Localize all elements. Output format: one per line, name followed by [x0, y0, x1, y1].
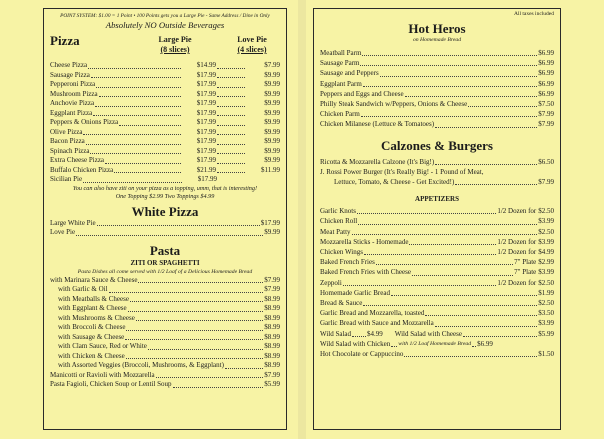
- left-menu-panel: [43, 8, 287, 430]
- hot-chocolate-row: [320, 349, 554, 359]
- pasta-row-name: with Mushrooms & Cheese: [58, 313, 135, 322]
- pasta-row: [50, 285, 280, 295]
- pasta-row: [50, 304, 280, 314]
- dot-leader: [435, 326, 538, 327]
- tax-note: All taxes included: [513, 11, 554, 17]
- pizza-large-price: $17.99: [196, 156, 216, 164]
- dot-leader: [130, 301, 263, 302]
- appetizer-qty: 1/2 Dozen for: [497, 237, 537, 246]
- burger-price: $7.99: [538, 178, 554, 187]
- appetizer-row: [320, 288, 554, 298]
- hero-row-name: Philly Steak Sandwich w/Peppers, Onions & Cheese: [320, 100, 468, 109]
- appetizer-price: $3.99: [538, 237, 554, 246]
- appetizer-name: Mozzarella Sticks - Homemade: [320, 237, 409, 246]
- pizza-love-price: $9.99: [264, 118, 280, 126]
- appetizer-price: $1.99: [538, 288, 554, 297]
- white-pizza-row-name: Large White Pie: [50, 218, 96, 227]
- white-pizza-row-price: $17.99: [260, 218, 280, 227]
- appetizer-name: Baked French Fries: [320, 258, 375, 267]
- pasta-row-price: $5.99: [264, 380, 280, 388]
- pizza-row: [50, 137, 280, 147]
- pasta-note: Pasta Dishes all come served with 1/2 Loaf of a Delicious Homemade Bread: [77, 268, 253, 275]
- calzones-title: Calzones & Burgers: [381, 137, 493, 153]
- hero-row: [320, 48, 554, 58]
- love-pie-header: [222, 35, 282, 55]
- dot-leader: [463, 336, 537, 337]
- dot-leader: [435, 164, 537, 165]
- wild-salad-name: Wild Salad: [320, 329, 352, 338]
- appetizer-price: $3.99: [538, 217, 554, 226]
- dot-leader: [380, 76, 538, 77]
- pasta-row-name: with Marinara Sauce & Cheese: [50, 275, 138, 284]
- pasta-row: [50, 333, 280, 343]
- pasta-row-price: $8.99: [264, 323, 280, 331]
- hero-row-name: Eggplant Parm: [320, 79, 362, 88]
- appetizer-row: [320, 318, 554, 328]
- burger-name-line1: J. Rossi Power Burger (It's Really Big! - 1 Pound of Meat,: [320, 167, 484, 176]
- dot-leader: [90, 153, 181, 154]
- dot-leader: [83, 182, 182, 183]
- hero-row-price: $6.99: [538, 69, 554, 78]
- pizza-love-price: $9.99: [264, 89, 280, 98]
- dot-leader: [217, 144, 245, 145]
- pizza-row: [50, 147, 280, 157]
- dot-leader: [126, 358, 264, 359]
- hero-row: [320, 89, 554, 99]
- pasta-row-name: with Meatballs & Cheese: [58, 294, 129, 303]
- dot-leader: [363, 86, 537, 87]
- pizza-header: [50, 33, 280, 61]
- pasta-row-name: with Garlic & Oil: [58, 285, 108, 293]
- pasta-row-name: with Assorted Veggies (Broccoli, Mushrooms, & Eggplant): [58, 361, 224, 369]
- appetizers-list: [320, 206, 554, 328]
- pizza-name: Sausage Pizza: [50, 70, 90, 79]
- pizza-name: Bacon Pizza: [50, 137, 85, 145]
- beverage-banner: Absolutely NO Outside Beverages: [105, 20, 225, 30]
- appetizer-name: Baked French Fries with Cheese: [320, 268, 411, 277]
- pizza-row: [50, 166, 280, 176]
- dot-leader: [352, 336, 366, 337]
- pizza-title: Pizza: [50, 33, 80, 48]
- pasta-row-price: $8.99: [264, 313, 280, 322]
- dot-leader: [217, 153, 245, 154]
- calzone-name: Ricotta & Mozzarella Calzone (It's Big!): [320, 157, 435, 166]
- dot-leader: [217, 115, 245, 116]
- dot-leader: [360, 65, 537, 66]
- large-pie-label: Large Pie: [158, 35, 192, 44]
- pizza-list: [50, 61, 280, 185]
- pizza-love-price: $9.99: [264, 127, 280, 136]
- dot-leader: [225, 368, 263, 369]
- right-menu-panel: [313, 8, 561, 430]
- hot-chocolate-name: Hot Chocolate or Cappuccino: [320, 350, 404, 359]
- pizza-large-price: $17.99: [196, 108, 216, 117]
- dot-leader: [217, 96, 245, 97]
- appetizer-price: $2.99: [538, 258, 554, 267]
- pizza-name: Buffalo Chicken Pizza: [50, 165, 114, 174]
- pizza-name: Olive Pizza: [50, 127, 83, 136]
- dot-leader: [173, 387, 264, 388]
- dot-leader: [136, 320, 263, 321]
- menu-fold: [298, 0, 306, 439]
- hero-row: [320, 68, 554, 78]
- dot-leader: [412, 275, 513, 276]
- pizza-row: [50, 175, 280, 185]
- appetizer-row: [320, 257, 554, 267]
- pizza-love-price: $7.99: [264, 61, 280, 69]
- dot-leader: [217, 163, 245, 164]
- pasta-row-name: with Sausage & Cheese: [58, 332, 125, 341]
- hero-row-price: $6.99: [538, 49, 554, 57]
- appetizer-price: $4.99: [538, 248, 554, 257]
- pasta-subtitle: ZITI OR SPAGHETTI: [130, 258, 200, 267]
- love-pie-slices: (4 slices): [237, 45, 267, 54]
- appetizer-row: [320, 278, 554, 288]
- hero-row-price: $7.99: [538, 120, 554, 129]
- pizza-love-price: $9.99: [264, 156, 280, 164]
- dot-leader: [76, 235, 263, 236]
- burger-row-line1: [320, 167, 554, 177]
- pasta-row: [50, 276, 280, 286]
- appetizer-name: Meat Patty: [320, 227, 351, 236]
- dot-leader: [83, 134, 181, 135]
- pasta-row-price: $8.99: [264, 351, 280, 360]
- appetizer-name: Chicken Roll: [320, 217, 358, 226]
- pizza-name: Mushroom Pizza: [50, 89, 98, 98]
- pizza-large-price: $17.99: [196, 118, 216, 126]
- wild-chicken-note: with 1/2 Loaf Homemade Bread: [398, 340, 472, 347]
- pizza-love-price: $9.99: [264, 70, 280, 79]
- pasta-row: [50, 295, 280, 305]
- appetizer-name: Bread & Sauce: [320, 299, 363, 308]
- pizza-love-price: $9.99: [264, 146, 280, 155]
- pizza-row: [50, 156, 280, 166]
- appetizer-qty: 7" Plate: [514, 268, 537, 277]
- appetizer-qty: 1/2 Dozen for: [497, 248, 537, 257]
- appetizer-price: $2.50: [538, 278, 554, 287]
- dot-leader: [405, 96, 538, 97]
- appetizer-price: $3.99: [538, 319, 554, 328]
- wild-salad-cheese-name: Wild Salad with Cheese: [394, 329, 462, 338]
- appetizer-row: [320, 237, 554, 247]
- appetizer-price: $2.50: [538, 227, 554, 236]
- wild-chicken-row: [320, 339, 554, 349]
- dot-leader: [156, 377, 264, 378]
- pizza-row: [50, 118, 280, 128]
- pizza-row: [50, 128, 280, 138]
- dot-leader: [361, 116, 537, 117]
- appetizer-row: [320, 227, 554, 237]
- dot-leader: [217, 125, 245, 126]
- white-pizza-row-price: $9.99: [264, 228, 280, 236]
- pizza-name: Spinach Pizza: [50, 146, 90, 155]
- dot-leader: [391, 295, 537, 296]
- pizza-name: Pepperoni Pizza: [50, 80, 96, 88]
- pizza-name: Anchovie Pizza: [50, 99, 95, 107]
- dot-leader: [217, 106, 245, 107]
- dot-leader: [425, 315, 537, 316]
- hero-row-name: Chicken Parm: [320, 110, 360, 119]
- burger-row-line2: [320, 177, 554, 187]
- appetizer-qty: 1/2 Dozen for: [497, 278, 537, 287]
- pasta-row-price: $8.99: [264, 332, 280, 341]
- dot-leader: [96, 87, 181, 88]
- appetizer-name: Garlic Bread and Mozzarella, toasted: [320, 309, 425, 318]
- dot-leader: [468, 106, 537, 107]
- wild-chicken-price: $6.99: [477, 339, 493, 348]
- hero-row: [320, 99, 554, 109]
- pasta-row-price: $7.99: [264, 370, 280, 379]
- pasta-title: Pasta: [149, 242, 181, 258]
- appetizer-price: $2.50: [538, 207, 554, 216]
- appetizer-row: [320, 308, 554, 318]
- dot-leader: [105, 163, 181, 164]
- dot-leader: [97, 225, 260, 226]
- dot-leader: [404, 356, 537, 357]
- pizza-large-price: $14.99: [196, 61, 216, 69]
- dot-leader: [138, 282, 263, 283]
- white-pizza-list: [50, 219, 280, 238]
- calzone-row: [320, 157, 554, 167]
- appetizer-name: Chicken Wings: [320, 248, 363, 257]
- dot-leader: [126, 330, 263, 331]
- pasta-row: [50, 342, 280, 352]
- pizza-large-price: $17.99: [197, 175, 217, 183]
- appetizer-price: $3.50: [538, 309, 554, 318]
- dot-leader: [472, 346, 476, 347]
- pizza-large-price: $17.99: [196, 89, 216, 98]
- pasta-row-name: Manicotti or Ravioli with Mozzarella: [50, 370, 155, 379]
- pizza-large-price: $17.99: [196, 80, 216, 88]
- dot-leader: [148, 349, 263, 350]
- points-note: POINT SYSTEM: $1.00 = 1 Point • 100 Points gets you a Large Pie - Same Address / Dine in Only: [60, 13, 270, 19]
- pizza-name: Cheese Pizza: [50, 61, 88, 69]
- dot-leader: [99, 96, 181, 97]
- white-pizza-row-name: Love Pie: [50, 228, 76, 236]
- toppings-price-note: One Topping $2.99 Two Toppings $4.99: [115, 192, 215, 200]
- pasta-row-name: with Broccoli & Cheese: [58, 323, 126, 331]
- pizza-row: [50, 90, 280, 100]
- dot-leader: [352, 234, 538, 235]
- pizza-large-price: $17.99: [196, 127, 216, 136]
- pizza-row: [50, 109, 280, 119]
- appetizer-row: [320, 267, 554, 277]
- hero-row-name: Meatball Parm: [320, 49, 362, 57]
- appetizer-qty: 1/2 Dozen for: [497, 207, 537, 216]
- hero-row-price: $6.99: [538, 89, 554, 98]
- pasta-row: [50, 323, 280, 333]
- appetizer-row: [320, 206, 554, 216]
- pasta-row: [50, 314, 280, 324]
- pizza-row: [50, 61, 280, 71]
- pasta-row: [50, 361, 280, 371]
- dot-leader: [357, 213, 496, 214]
- dot-leader: [217, 68, 245, 69]
- pizza-name: Sicilian Pie: [50, 175, 83, 183]
- wild-salad-cheese-price: $5.99: [538, 329, 554, 338]
- dot-leader: [109, 292, 264, 293]
- white-pizza-title: White Pizza: [131, 203, 199, 219]
- appetizer-name: Garlic Bread with Sauce and Mozzarella: [320, 319, 434, 328]
- dot-leader: [128, 311, 264, 312]
- pasta-row-price: $7.99: [264, 285, 280, 293]
- pizza-love-price: $9.99: [264, 137, 280, 145]
- dot-leader: [358, 224, 537, 225]
- pizza-large-price: $21.99: [196, 165, 216, 174]
- hot-heros-list: [320, 48, 554, 130]
- pizza-name: Extra Cheese Pizza: [50, 156, 105, 164]
- dot-leader: [88, 68, 181, 69]
- wild-salad-price: $4.99: [367, 329, 383, 338]
- hero-row: [320, 58, 554, 68]
- appetizer-price: $3.99: [538, 268, 554, 277]
- hero-row-price: $7.99: [538, 110, 554, 119]
- pasta-row-price: $7.99: [264, 275, 280, 284]
- hero-row-name: Sausage and Peppers: [320, 69, 379, 78]
- hot-heros-subtitle: on Homemade Bread: [412, 37, 462, 43]
- pasta-list: [50, 276, 280, 390]
- dot-leader: [362, 55, 537, 56]
- dot-leader: [125, 339, 263, 340]
- dot-leader: [343, 285, 497, 286]
- dot-leader: [376, 264, 513, 265]
- dot-leader: [217, 134, 245, 135]
- dot-leader: [391, 346, 397, 347]
- hero-row-name: Peppers and Eggs and Cheese: [320, 89, 404, 98]
- pizza-large-price: $17.99: [196, 146, 216, 155]
- pizza-love-price: $9.99: [264, 108, 280, 117]
- pizza-love-price: $9.99: [264, 80, 280, 88]
- pasta-row-price: $8.99: [264, 342, 280, 350]
- pasta-row-name: Pasta Fagioli, Chicken Soup or Lentil Soup: [50, 380, 172, 388]
- pizza-large-price: $17.99: [196, 137, 216, 145]
- dot-leader: [409, 244, 496, 245]
- pasta-row-name: with Clam Sauce, Red or White: [58, 342, 147, 350]
- dot-leader: [86, 144, 181, 145]
- large-pie-slices: (8 slices): [160, 45, 190, 54]
- dot-leader: [217, 172, 245, 173]
- dot-leader: [93, 115, 181, 116]
- dot-leader: [114, 172, 181, 173]
- pasta-row: [50, 380, 280, 390]
- dot-leader: [95, 106, 181, 107]
- pasta-row-price: $8.99: [264, 361, 280, 369]
- pizza-large-price: $17.99: [196, 70, 216, 79]
- hero-row-price: $6.99: [538, 59, 554, 68]
- pizza-large-price: $17.99: [196, 99, 216, 107]
- dot-leader: [91, 77, 181, 78]
- calzone-price: $6.50: [538, 157, 554, 166]
- appetizers-title: APPETIZERS: [415, 195, 459, 204]
- hero-row-price: $7.50: [538, 100, 554, 109]
- dot-leader: [364, 254, 496, 255]
- dot-leader: [455, 184, 537, 185]
- pizza-row: [50, 71, 280, 81]
- white-pizza-row: [50, 228, 280, 238]
- hero-row: [320, 109, 554, 119]
- appetizer-name: Homemade Garlic Bread: [320, 288, 390, 297]
- pizza-row: [50, 80, 280, 90]
- pizza-love-price: $9.99: [264, 99, 280, 107]
- hero-row: [320, 79, 554, 89]
- pizza-row: [50, 99, 280, 109]
- pasta-row-price: $8.99: [264, 294, 280, 303]
- white-pizza-row: [50, 219, 280, 229]
- wild-salad-row: [320, 329, 554, 339]
- hot-heros-title: Hot Heros: [408, 21, 466, 36]
- appetizer-row: [320, 216, 554, 226]
- ziti-topping-note: You can also have ziti on your pizza as a topping, umm, that is interesting!: [72, 184, 258, 192]
- appetizer-row: [320, 298, 554, 308]
- hero-row-name: Sausage Parm: [320, 59, 360, 68]
- appetizer-price: $2.50: [538, 299, 554, 308]
- pasta-row-name: with Chicken & Cheese: [58, 351, 125, 360]
- dot-leader: [217, 77, 245, 78]
- dot-leader: [119, 125, 181, 126]
- hot-chocolate-price: $1.50: [538, 350, 554, 359]
- pasta-row: [50, 352, 280, 362]
- wild-chicken-name: Wild Salad with Chicken: [320, 339, 391, 348]
- appetizer-name: Zeppoli: [320, 278, 342, 287]
- pizza-love-price: $11.99: [261, 165, 280, 174]
- appetizer-row: [320, 247, 554, 257]
- love-pie-label: Love Pie: [237, 35, 267, 44]
- burger-name-line2: Lettuce, Tomato, & Cheese - Get Excited!): [334, 178, 455, 187]
- hero-row: [320, 119, 554, 129]
- pasta-row-price: $8.99: [264, 304, 280, 312]
- large-pie-header: [145, 35, 205, 55]
- dot-leader: [217, 87, 245, 88]
- appetizer-name: Garlic Knots: [320, 207, 356, 216]
- pasta-row-name: with Eggplant & Cheese: [58, 304, 127, 312]
- hero-row-name: Chicken Milanese (Lettuce & Tomatoes): [320, 120, 435, 129]
- dot-leader: [363, 305, 537, 306]
- pasta-row: [50, 371, 280, 381]
- pizza-name: Peppers & Onions Pizza: [50, 118, 119, 126]
- pizza-name: Eggplant Pizza: [50, 108, 93, 117]
- hero-row-price: $6.99: [538, 79, 554, 88]
- appetizer-qty: 7" Plate: [514, 258, 537, 267]
- dot-leader: [435, 127, 537, 128]
